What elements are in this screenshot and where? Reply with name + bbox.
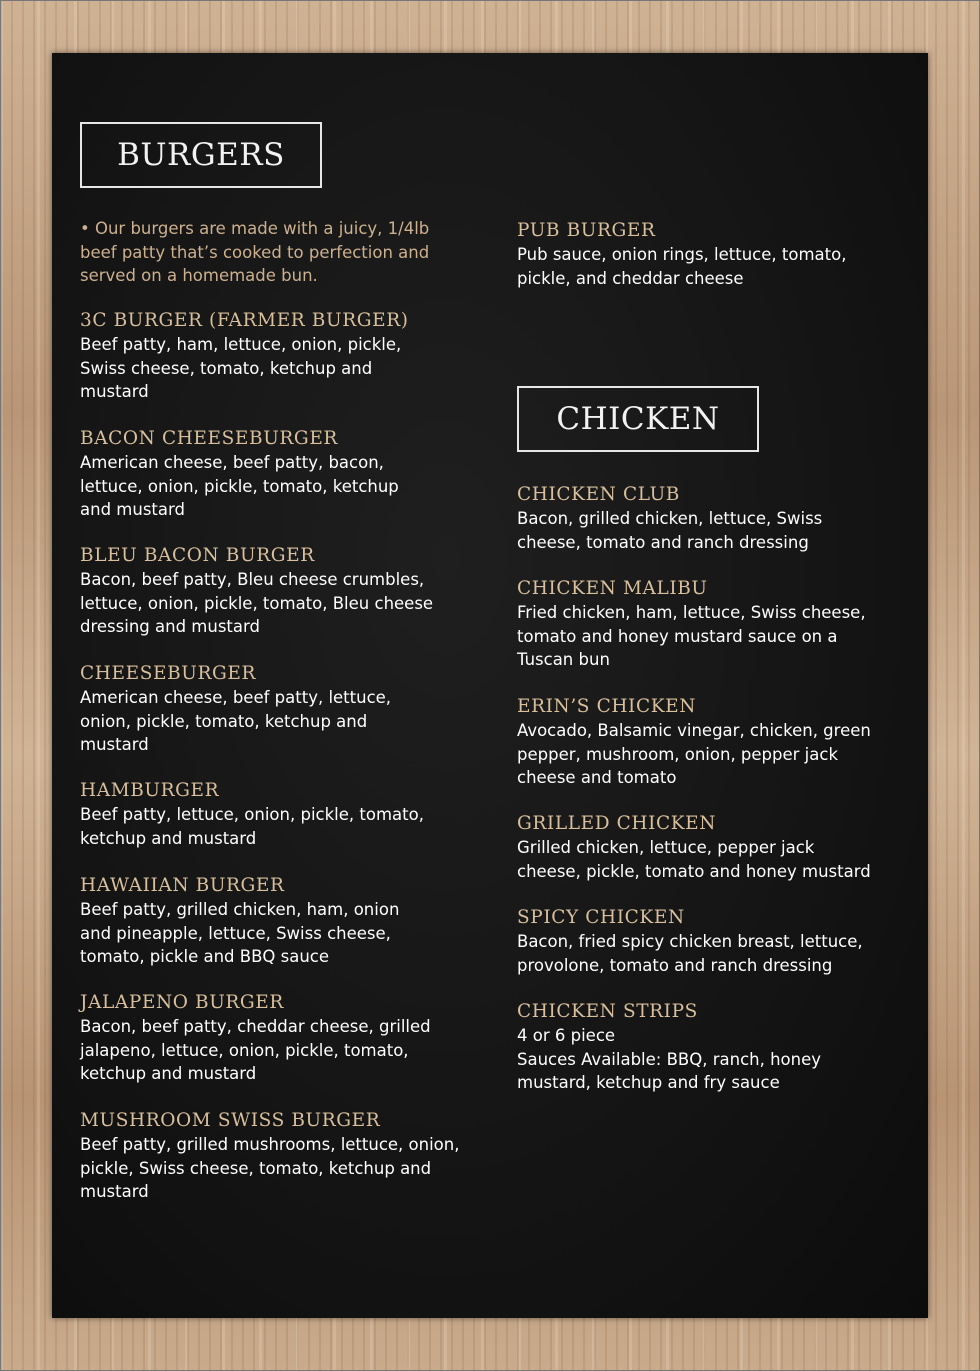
menu-item-desc: Beef patty, ham, lettuce, onion, pickle, Swiss cheese, tomato, ketchup and mustard <box>80 335 402 401</box>
menu-item-desc: Bacon, fried spicy chicken breast, lettuce, provolone, tomato and ranch dressing <box>517 932 863 975</box>
menu-item-name: HAMBURGER <box>80 780 220 801</box>
menu-item-desc: Bacon, grilled chicken, lettuce, Swiss cheese, tomato and ranch dressing <box>517 509 823 552</box>
menu-item <box>80 309 460 404</box>
menu-item-name: BLEU BACON BURGER <box>80 545 315 566</box>
menu-item <box>517 695 897 790</box>
menu-item <box>80 874 460 969</box>
menu-item-name: JALAPENO BURGER <box>80 992 284 1013</box>
menu-item <box>80 544 460 639</box>
menu-item <box>517 812 897 883</box>
menu-item-desc-sauces: Sauces Available: BBQ, ranch, honey mustard, ketchup and fry sauce <box>517 1049 822 1092</box>
menu-item-name: BACON CHEESEBURGER <box>80 428 338 449</box>
menu-item-desc: Bacon, beef patty, Bleu cheese crumbles, lettuce, onion, pickle, tomato, Bleu cheese dressing and mustard <box>80 570 434 636</box>
menu-item-name: CHEESEBURGER <box>80 663 257 684</box>
menu-item-name: 3C BURGER (FARMER BURGER) <box>80 310 409 331</box>
menu-item-name: HAWAIIAN BURGER <box>80 875 285 896</box>
menu-item-desc: Beef patty, grilled mushrooms, lettuce, onion, pickle, Swiss cheese, tomato, ketchup and mustard <box>80 1135 460 1201</box>
menu-item-desc: American cheese, beef patty, bacon, lettuce, onion, pickle, tomato, ketchup and mustard <box>80 453 399 519</box>
menu-item-desc: American cheese, beef patty, lettuce, onion, pickle, tomato, ketchup and mustard <box>80 688 392 754</box>
menu-item <box>517 219 897 290</box>
menu-item-desc: Beef patty, lettuce, onion, pickle, tomato, ketchup and mustard <box>80 805 424 848</box>
menu-item-name: CHICKEN CLUB <box>517 484 680 505</box>
menu-item <box>80 779 460 850</box>
chicken-title-box <box>517 386 759 452</box>
menu-item <box>517 906 897 977</box>
menu-item-desc: Pub sauce, onion rings, lettuce, tomato, pickle, and cheddar cheese <box>517 245 847 288</box>
menu-item-name: MUSHROOM SWISS BURGER <box>80 1110 381 1131</box>
menu-item <box>80 662 460 757</box>
menu-item-desc: Avocado, Balsamic vinegar, chicken, green pepper, mushroom, onion, pepper jack cheese and tomato <box>517 721 871 787</box>
menu-item <box>517 577 897 672</box>
menu-board <box>52 53 928 1318</box>
menu-item-desc: 4 or 6 piece <box>517 1026 616 1045</box>
menu-item <box>80 1109 460 1204</box>
menu-item <box>80 427 460 522</box>
menu-item-name: CHICKEN STRIPS <box>517 1001 698 1022</box>
menu-item-desc: Beef patty, grilled chicken, ham, onion and pineapple, lettuce, Swiss cheese, tomato, pickle and BBQ sauce <box>80 900 400 966</box>
menu-item-name: PUB BURGER <box>517 220 656 241</box>
menu-item <box>517 483 897 554</box>
menu-item-desc: Fried chicken, ham, lettuce, Swiss cheese, tomato and honey mustard sauce on a Tuscan bun <box>517 603 866 669</box>
menu-item-name: ERIN’S CHICKEN <box>517 696 697 717</box>
menu-item-name: SPICY CHICKEN <box>517 907 685 928</box>
burgers-title-box <box>80 122 322 188</box>
burgers-intro: • Our burgers are made with a juicy, 1/4lb beef patty that’s cooked to perfection and served on a homemade bun. <box>80 219 430 285</box>
menu-item <box>80 991 460 1086</box>
burgers-title: BURGERS <box>117 137 285 173</box>
menu-item-desc: Grilled chicken, lettuce, pepper jack cheese, pickle, tomato and honey mustard <box>517 838 871 881</box>
menu-item-desc: Bacon, beef patty, cheddar cheese, grilled jalapeno, lettuce, onion, pickle, tomato, ketchup and mustard <box>80 1017 431 1083</box>
chicken-title: CHICKEN <box>556 401 720 437</box>
menu-item-name: GRILLED CHICKEN <box>517 813 717 834</box>
menu-item <box>517 1000 897 1095</box>
menu-item-name: CHICKEN MALIBU <box>517 578 708 599</box>
